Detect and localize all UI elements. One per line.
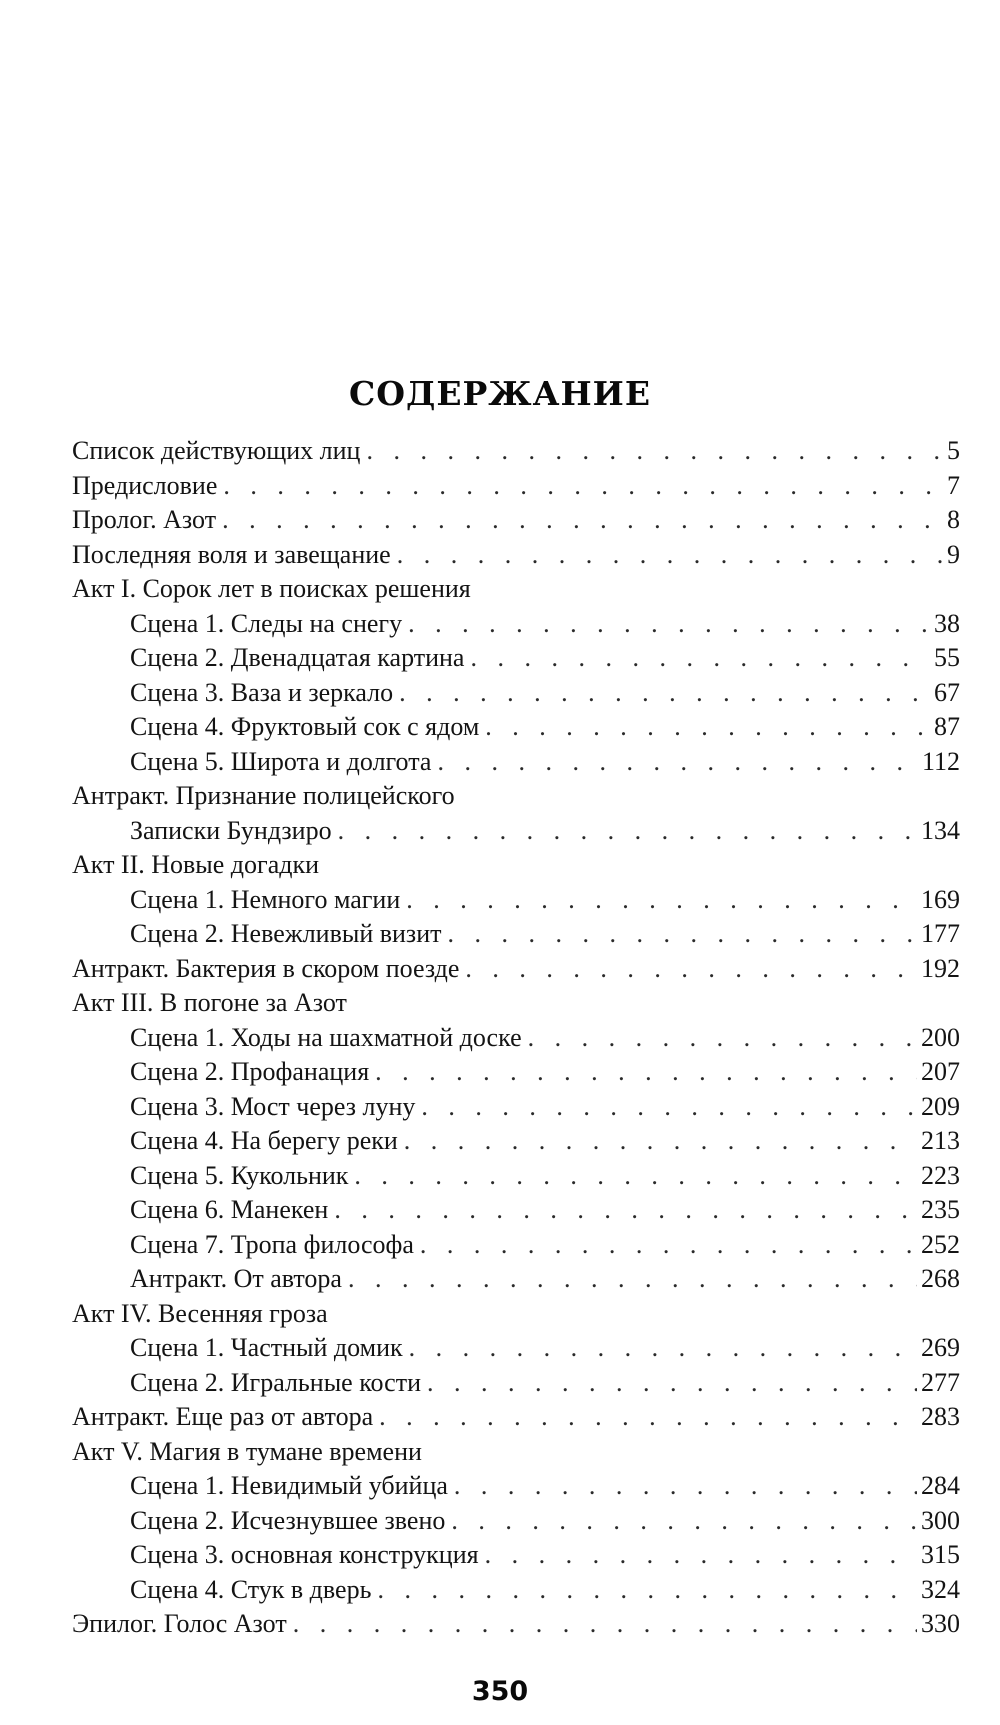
toc-entry-page: 67 bbox=[934, 677, 960, 707]
dot-leader bbox=[427, 1366, 917, 1401]
toc-entry bbox=[72, 538, 960, 573]
dot-leader bbox=[437, 745, 918, 780]
toc-entry bbox=[72, 503, 960, 538]
toc-entry bbox=[72, 1193, 960, 1228]
toc-entry bbox=[72, 1469, 960, 1504]
toc-entry-page: 177 bbox=[921, 919, 960, 948]
toc-entry-page: 207 bbox=[921, 1057, 960, 1086]
toc-entry-page: 38 bbox=[934, 608, 960, 638]
dot-leader bbox=[409, 1331, 917, 1366]
toc-entry bbox=[72, 641, 960, 676]
toc-entry bbox=[72, 952, 960, 987]
toc-entry-page: 213 bbox=[921, 1126, 960, 1155]
toc-entry-label: Антракт. От автора bbox=[130, 1264, 342, 1293]
toc-entry bbox=[72, 710, 960, 745]
toc-entry-page: 169 bbox=[921, 884, 960, 914]
toc-section-heading bbox=[72, 779, 960, 814]
dot-leader bbox=[397, 538, 943, 573]
toc-entry-label: Эпилог. Голос Азот bbox=[72, 1609, 287, 1638]
toc-entry bbox=[72, 1366, 960, 1401]
toc-section-heading bbox=[72, 1297, 960, 1332]
toc-entry-page: 192 bbox=[921, 953, 960, 983]
toc-entry-page: 55 bbox=[934, 643, 960, 672]
dot-leader bbox=[528, 1021, 917, 1056]
toc-entry-label: Предисловие bbox=[72, 470, 218, 500]
dot-leader bbox=[223, 469, 943, 504]
toc-entry bbox=[72, 469, 960, 504]
toc-entry-label: Сцена 7. Тропа философа bbox=[130, 1229, 414, 1259]
toc-entry-label: Сцена 5. Широта и долгота bbox=[130, 746, 432, 776]
toc-entry-page: 315 bbox=[921, 1540, 960, 1569]
toc-entry-label: Антракт. Еще раз от автора bbox=[72, 1402, 374, 1431]
toc-entry-label: Акт II. Новые догадки bbox=[72, 850, 320, 879]
toc-entry-page: 8 bbox=[947, 505, 960, 534]
toc-entry-page: 268 bbox=[921, 1264, 960, 1293]
toc-entry-page: 9 bbox=[947, 539, 960, 569]
toc-entry-label: Антракт. Признание полицейского bbox=[72, 781, 455, 810]
toc-entry-label: Сцена 3. Мост через луну bbox=[130, 1091, 416, 1121]
toc-entry-page: 87 bbox=[934, 712, 960, 741]
toc-entry-label: Сцена 1. Невидимый убийца bbox=[130, 1471, 448, 1500]
toc-entry-label: Акт V. Магия в тумане времени bbox=[72, 1436, 422, 1466]
toc-entry bbox=[72, 676, 960, 711]
toc-entry-label: Сцена 1. Следы на снегу bbox=[130, 608, 403, 638]
toc-section-heading bbox=[72, 986, 960, 1021]
toc-entry-label: Сцена 6. Манекен bbox=[130, 1195, 329, 1224]
toc-entry bbox=[72, 1021, 960, 1056]
dot-leader bbox=[379, 1400, 917, 1435]
dot-leader bbox=[485, 1538, 917, 1573]
toc-entry-label: Сцена 1. Ходы на шахматной доске bbox=[130, 1022, 522, 1052]
dot-leader bbox=[377, 1573, 917, 1608]
toc-entry bbox=[72, 1055, 960, 1090]
toc-entry-label: Сцена 3. Ваза и зеркало bbox=[130, 677, 394, 707]
toc-entry bbox=[72, 607, 960, 642]
toc-entry-label: Акт IV. Весенняя гроза bbox=[72, 1298, 328, 1328]
toc-entry-label: Сцена 2. Профанация bbox=[130, 1057, 370, 1086]
toc-entry bbox=[72, 1124, 960, 1159]
toc-entry-label: Сцена 4. Стук в дверь bbox=[130, 1574, 372, 1604]
dot-leader bbox=[334, 1193, 917, 1228]
toc-entry-page: 223 bbox=[921, 1160, 960, 1190]
toc-entry-label: Сцена 2. Исчезнувшее звено bbox=[130, 1505, 446, 1535]
toc-entry-label: Сцена 2. Двенадцатая картина bbox=[130, 643, 465, 672]
toc-entry-page: 300 bbox=[921, 1505, 960, 1535]
toc-entry bbox=[72, 1262, 960, 1297]
dot-leader bbox=[348, 1262, 917, 1297]
toc-entry-label: Сцена 4. Фруктовый сок с ядом bbox=[130, 712, 480, 741]
toc-section-heading bbox=[72, 1435, 960, 1470]
dot-leader bbox=[485, 710, 930, 745]
toc-entry bbox=[72, 814, 960, 849]
toc-entry-label: Сцена 3. основная конструкция bbox=[130, 1540, 479, 1569]
toc-entry-page: 7 bbox=[947, 470, 960, 500]
toc-entry-page: 284 bbox=[921, 1471, 960, 1500]
toc-entry bbox=[72, 1159, 960, 1194]
toc-entry-label: Сцена 1. Немного магии bbox=[130, 884, 401, 914]
toc-entry bbox=[72, 917, 960, 952]
toc-entry bbox=[72, 1538, 960, 1573]
page-title: СОДЕРЖАНИЕ bbox=[348, 374, 651, 414]
dot-leader bbox=[451, 1504, 917, 1539]
toc-entry-page: 277 bbox=[921, 1367, 960, 1397]
toc-entry-page: 283 bbox=[921, 1402, 960, 1431]
toc-entry-label: Сцена 4. На берегу реки bbox=[130, 1126, 398, 1155]
dot-leader bbox=[366, 434, 943, 469]
dot-leader bbox=[406, 883, 917, 918]
toc-entry-label: Сцена 2. Невежливый визит bbox=[130, 919, 442, 948]
toc-section-heading bbox=[72, 572, 960, 607]
toc-entry-page: 209 bbox=[921, 1091, 960, 1121]
toc-entry bbox=[72, 1607, 960, 1642]
toc-entry-page: 269 bbox=[921, 1333, 960, 1362]
toc-entry-label: Сцена 1. Частный домик bbox=[130, 1333, 403, 1362]
toc-entry-label: Список действующих лиц bbox=[72, 436, 361, 465]
toc-entry-label: Сцена 2. Игральные кости bbox=[130, 1367, 421, 1397]
dot-leader bbox=[447, 917, 917, 952]
toc-entry-page: 252 bbox=[921, 1229, 960, 1259]
toc-entry bbox=[72, 1090, 960, 1125]
toc-entry bbox=[72, 1573, 960, 1608]
toc-entry-page: 134 bbox=[921, 815, 960, 845]
dot-leader bbox=[293, 1607, 917, 1642]
dot-leader bbox=[354, 1159, 917, 1194]
toc-entry-page: 200 bbox=[921, 1022, 960, 1052]
toc-entry-label: Акт III. В погоне за Азот bbox=[72, 988, 347, 1017]
toc-entry bbox=[72, 1228, 960, 1263]
dot-leader bbox=[470, 641, 930, 676]
dot-leader bbox=[420, 1228, 917, 1263]
dot-leader bbox=[338, 814, 917, 849]
dot-leader bbox=[421, 1090, 917, 1125]
toc-entry-label: Антракт. Бактерия в скором поезде bbox=[72, 953, 460, 983]
toc-entry bbox=[72, 1504, 960, 1539]
dot-leader bbox=[404, 1124, 917, 1159]
table-of-contents bbox=[72, 434, 960, 1642]
toc-entry-page: 330 bbox=[921, 1609, 960, 1638]
toc-entry bbox=[72, 1331, 960, 1366]
dot-leader bbox=[375, 1055, 917, 1090]
dot-leader bbox=[408, 607, 930, 642]
toc-entry bbox=[72, 745, 960, 780]
dot-leader bbox=[399, 676, 930, 711]
page-number: 350 bbox=[471, 1676, 529, 1707]
toc-section-heading bbox=[72, 848, 960, 883]
toc-entry-label: Последняя воля и завещание bbox=[72, 539, 391, 569]
dot-leader bbox=[222, 503, 943, 538]
toc-entry-page: 324 bbox=[921, 1574, 960, 1604]
toc-entry bbox=[72, 883, 960, 918]
toc-entry-label: Сцена 5. Кукольник bbox=[130, 1160, 349, 1190]
toc-entry bbox=[72, 1400, 960, 1435]
dot-leader bbox=[454, 1469, 917, 1504]
dot-leader bbox=[465, 952, 917, 987]
toc-entry-label: Записки Бундзиро bbox=[130, 815, 332, 845]
toc-entry-page: 112 bbox=[921, 746, 960, 776]
toc-entry-label: Акт I. Сорок лет в поисках решения bbox=[72, 574, 471, 603]
toc-entry-page: 5 bbox=[947, 436, 960, 465]
toc-entry bbox=[72, 434, 960, 469]
toc-entry-label: Пролог. Азот bbox=[72, 505, 217, 534]
toc-entry-page: 235 bbox=[921, 1195, 960, 1224]
